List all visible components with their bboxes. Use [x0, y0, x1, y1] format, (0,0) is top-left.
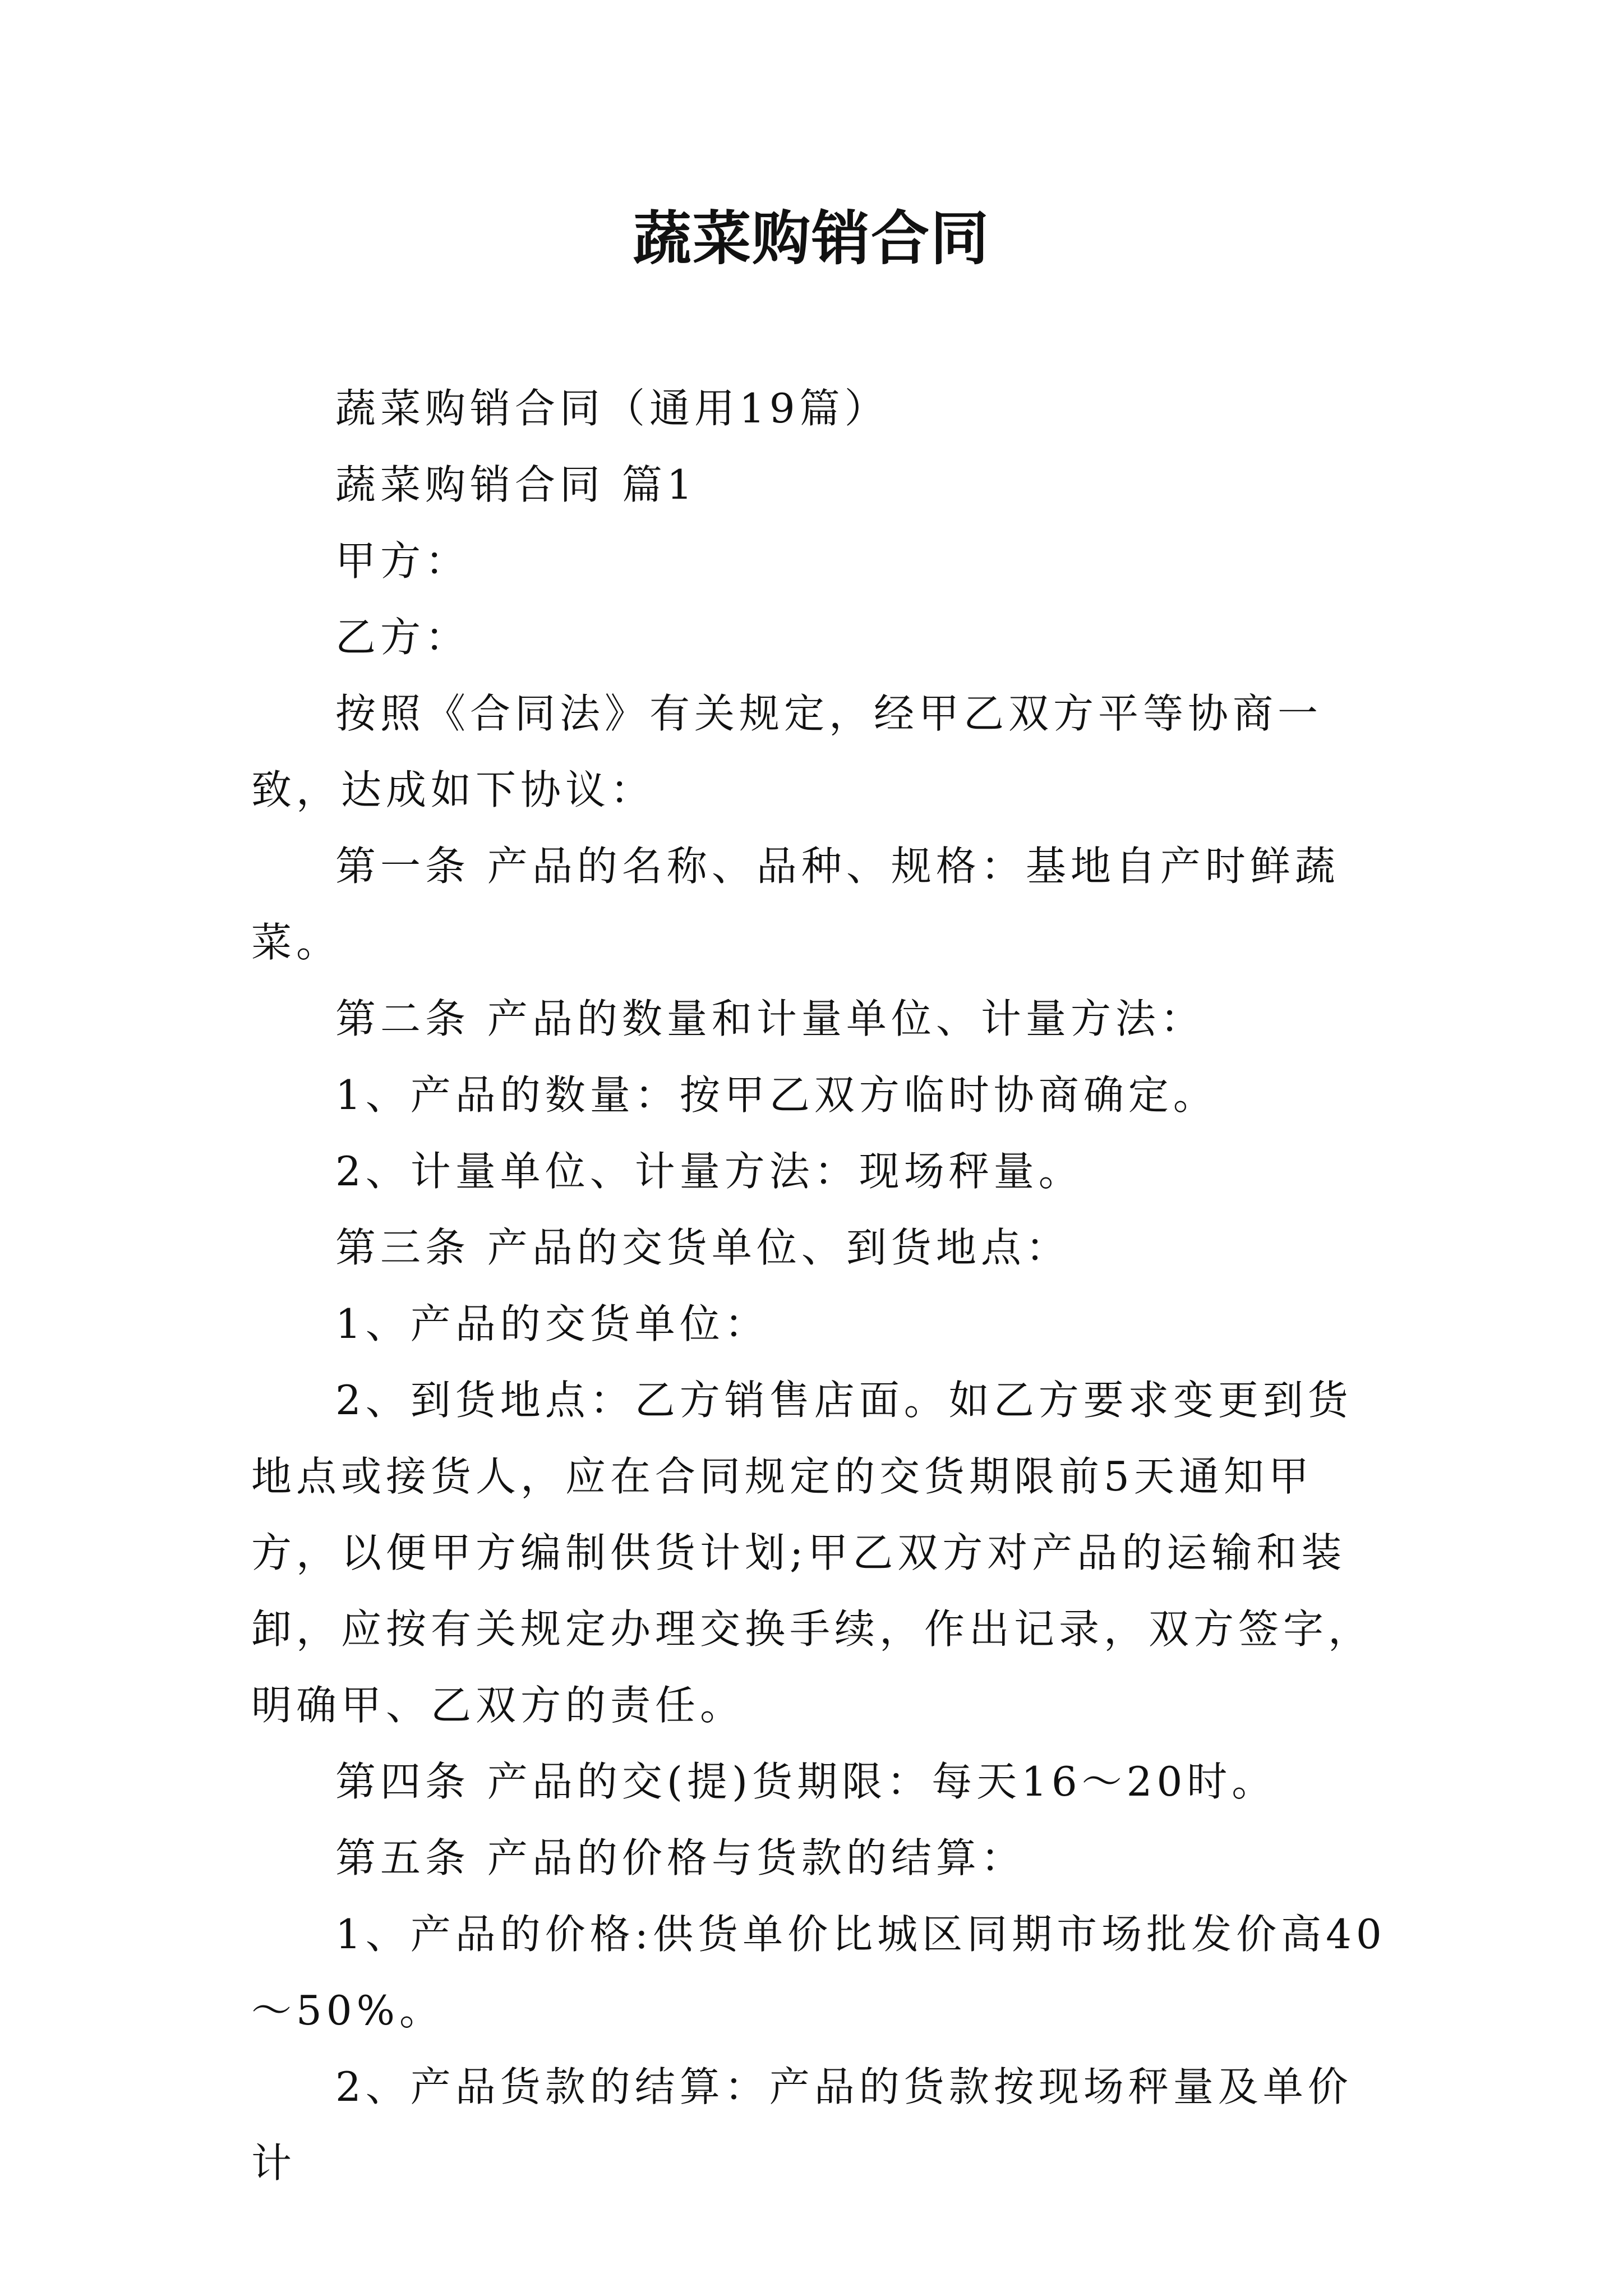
document-body: [251, 370, 1391, 2201]
paragraph-article-4: 第四条 产品的交(提)货期限：每天16～20时。: [335, 1758, 1277, 1805]
paragraph-preamble: 按照《合同法》有关规定，经甲乙双方平等协商一致，达成如下协议：: [251, 690, 1323, 813]
paragraph-article-3-item-2: 2、到货地点：乙方销售店面。如乙方要求变更到货地点或接货人，应在合同规定的交货期限前5天通知甲方，以便甲方编制供货计划;甲乙双方对产品的运输和装卸，应按有关规定办理交换手续，作出记录，双方签字，明确甲、乙双方的责任。: [251, 1377, 1373, 1729]
paragraph-article-3-item-1: 1、产品的交货单位：: [335, 1300, 769, 1347]
paragraph-party-a: 甲方：: [335, 537, 471, 585]
paragraph-article-5-item-1: 1、产品的价格:供货单价比城区同期市场批发价高40～50%。: [251, 1911, 1386, 2034]
paragraph-section-heading: 蔬菜购销合同 篇1: [335, 461, 697, 508]
paragraph-party-b: 乙方：: [335, 614, 471, 661]
document-title: 蔬菜购销合同: [633, 204, 990, 273]
paragraph-article-2-item-2: 2、计量单位、计量方法：现场秤量。: [335, 1148, 1083, 1195]
paragraph-article-2: 第二条 产品的数量和计量单位、计量方法：: [335, 995, 1205, 1042]
paragraph-subtitle: 蔬菜购销合同（通用19篇）: [335, 385, 889, 432]
paragraph-article-2-item-1: 1、产品的数量：按甲乙双方临时协商确定。: [335, 1071, 1218, 1119]
paragraph-article-1: 第一条 产品的名称、品种、规格：基地自产时鲜蔬菜。: [251, 843, 1340, 966]
paragraph-article-5-item-2: 2、产品货款的结算：产品的货款按现场秤量及单价计: [251, 2063, 1353, 2187]
paragraph-article-3: 第三条 产品的交货单位、到货地点：: [335, 1224, 1071, 1271]
paragraph-article-5: 第五条 产品的价格与货款的结算：: [335, 1834, 1026, 1881]
